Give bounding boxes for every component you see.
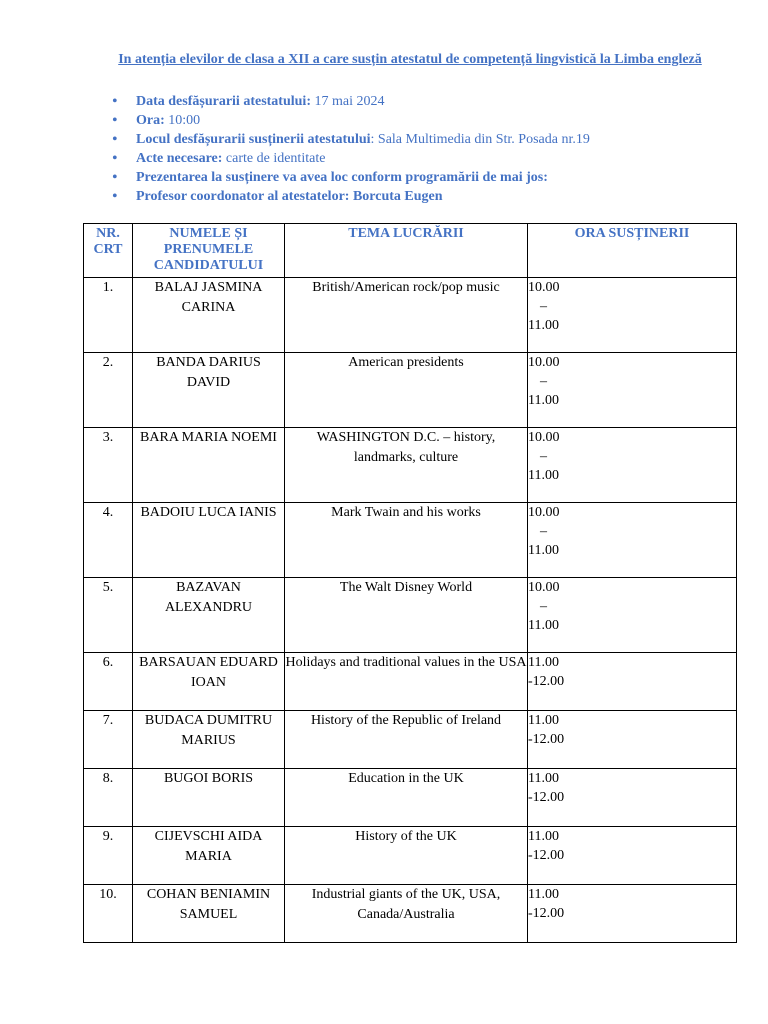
- row-name: BAZAVAN ALEXANDRU: [133, 578, 285, 653]
- row-time: 11.00 -12.00: [528, 769, 737, 827]
- row-name: COHAN BENIAMIN SAMUEL: [133, 885, 285, 943]
- table-row: [84, 503, 737, 578]
- info-time: • Ora: 10:00: [112, 111, 590, 130]
- page-title: In atenția elevilor de clasa a XII a care susțin atestatul de competență lingvistică la Limba engleză: [118, 52, 702, 67]
- row-time: 10.00 – 11.00: [528, 278, 737, 353]
- row-nr: 3.: [84, 428, 133, 503]
- row-topic: History of the Republic of Ireland: [285, 711, 528, 769]
- row-topic: Holidays and traditional values in the USA: [285, 653, 528, 711]
- header-time: ORA SUSȚINERII: [528, 224, 737, 278]
- row-nr: 8.: [84, 769, 133, 827]
- row-topic: The Walt Disney World: [285, 578, 528, 653]
- row-name: CIJEVSCHI AIDA MARIA: [133, 827, 285, 885]
- row-nr: 4.: [84, 503, 133, 578]
- row-nr: 1.: [84, 278, 133, 353]
- row-topic: Industrial giants of the UK, USA, Canada/Australia: [285, 885, 528, 943]
- row-nr: 9.: [84, 827, 133, 885]
- info-date: • Data desfășurarii atestatului: 17 mai 2024: [112, 92, 590, 111]
- table-row: [84, 885, 737, 943]
- header-nr: NR. CRT: [84, 224, 133, 278]
- header-name: NUMELE ȘI PRENUMELE CANDIDATULUI: [133, 224, 285, 278]
- row-nr: 5.: [84, 578, 133, 653]
- table-row: [84, 428, 737, 503]
- row-name: BALAJ JASMINA CARINA: [133, 278, 285, 353]
- table-row: [84, 578, 737, 653]
- row-time: 10.00 – 11.00: [528, 578, 737, 653]
- table-row: [84, 653, 737, 711]
- table-row: [84, 769, 737, 827]
- row-topic: British/American rock/pop music: [285, 278, 528, 353]
- table-row: [84, 827, 737, 885]
- header-topic: TEMA LUCRĂRII: [285, 224, 528, 278]
- row-nr: 7.: [84, 711, 133, 769]
- row-topic: Mark Twain and his works: [285, 503, 528, 578]
- info-location: • Locul desfășurarii susținerii atestatului: Sala Multimedia din Str. Posada nr.19: [112, 130, 590, 149]
- row-time: 10.00 – 11.00: [528, 503, 737, 578]
- row-time: 11.00 -12.00: [528, 653, 737, 711]
- row-name: BUDACA DUMITRU MARIUS: [133, 711, 285, 769]
- table-row: [84, 278, 737, 353]
- row-name: BARA MARIA NOEMI: [133, 428, 285, 503]
- row-topic: Education in the UK: [285, 769, 528, 827]
- row-time: 11.00 -12.00: [528, 711, 737, 769]
- row-name: BADOIU LUCA IANIS: [133, 503, 285, 578]
- info-coordinator: • Profesor coordonator al atestatelor: Borcuta Eugen: [112, 187, 590, 206]
- row-time: 11.00 -12.00: [528, 827, 737, 885]
- row-time: 10.00 – 11.00: [528, 428, 737, 503]
- row-nr: 10.: [84, 885, 133, 943]
- row-topic: American presidents: [285, 353, 528, 428]
- schedule-table: [83, 223, 737, 943]
- row-nr: 2.: [84, 353, 133, 428]
- table-header-row: [84, 224, 737, 278]
- row-topic: WASHINGTON D.C. – history, landmarks, culture: [285, 428, 528, 503]
- row-nr: 6.: [84, 653, 133, 711]
- table-row: [84, 353, 737, 428]
- info-documents: • Acte necesare: carte de identitate: [112, 149, 590, 168]
- row-time: 10.00 – 11.00: [528, 353, 737, 428]
- row-topic: History of the UK: [285, 827, 528, 885]
- row-time: 11.00 -12.00: [528, 885, 737, 943]
- info-list: [112, 92, 590, 206]
- row-name: BUGOI BORIS: [133, 769, 285, 827]
- row-name: BANDA DARIUS DAVID: [133, 353, 285, 428]
- info-schedule-note: • Prezentarea la susținere va avea loc conform programării de mai jos:: [112, 168, 590, 187]
- row-name: BARSAUAN EDUARD IOAN: [133, 653, 285, 711]
- table-row: [84, 711, 737, 769]
